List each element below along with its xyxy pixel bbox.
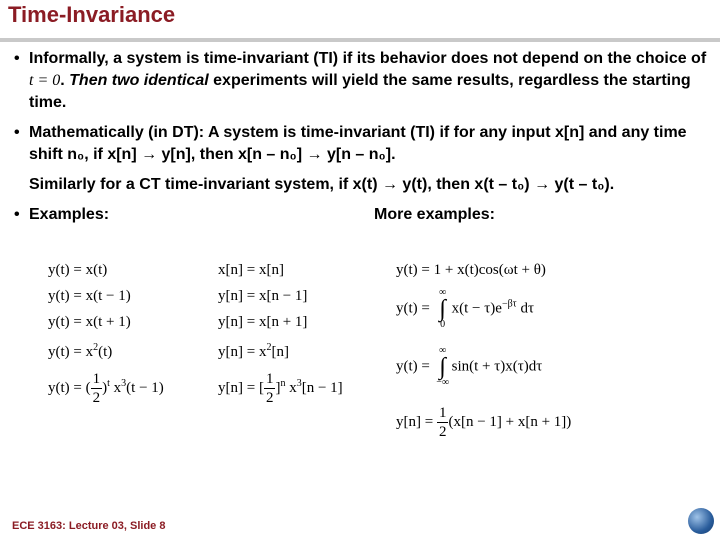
- integral-upper-limit: ∞: [439, 287, 447, 298]
- eq-exponent: 2: [93, 342, 99, 353]
- bullet1-part3: experiments will yield the same results, regardless the starting time.: [29, 72, 691, 111]
- eq-lhs: y(t) = x: [48, 344, 94, 360]
- fraction-numerator: 1: [92, 371, 101, 387]
- examples-header-row: [12, 204, 712, 226]
- eq-bracket: ]: [275, 379, 281, 396]
- eq-lhs: y[n] =: [396, 413, 437, 430]
- example-dt-fraction: [218, 370, 343, 407]
- slide-title: Time-Invariance: [8, 2, 176, 27]
- eq-var: x: [285, 379, 297, 396]
- integral-symbol: ∫: [439, 296, 446, 322]
- bullet-list: [12, 48, 712, 226]
- example-ct-advance: y(t) = x(t + 1): [48, 314, 131, 330]
- eq-tail: dτ: [516, 300, 534, 317]
- integral-sign: [434, 346, 452, 388]
- eq-exponent: −βτ: [501, 298, 517, 310]
- eq-exponent: 3: [121, 377, 127, 389]
- more-example-sin-integral: [396, 346, 542, 388]
- fraction-denominator: 2: [265, 390, 274, 406]
- eq-body: x(t − τ)e: [451, 300, 502, 317]
- bullet1-emphasis: Then two identical: [69, 72, 209, 89]
- example-dt-advance: y[n] = x[n + 1]: [218, 314, 308, 330]
- eq-fraction: [437, 404, 449, 441]
- eq-fraction: [264, 370, 276, 407]
- more-example-average: [396, 404, 571, 441]
- eq-tail: [n − 1]: [301, 379, 343, 396]
- eq-var: x: [109, 379, 122, 396]
- more-example-cos: y(t) = 1 + x(t)cos(ωt + θ): [396, 262, 546, 278]
- eq-lhs: y[n] = [: [218, 379, 264, 396]
- integral-sign: [434, 288, 452, 330]
- example-dt-square: [218, 342, 289, 361]
- bullet1-part1: Informally, a system is time-invariant (TI) if its behavior does not depend on the choice of: [29, 50, 707, 67]
- eq-lhs: y[n] = x: [218, 344, 267, 360]
- example-dt-delay: y[n] = x[n − 1]: [218, 288, 308, 304]
- fraction-denominator: 2: [92, 390, 101, 406]
- bullet-mathematical: [12, 122, 712, 166]
- eq-exponent: n: [280, 377, 286, 389]
- bullet-informal: [12, 48, 712, 114]
- integral-lower-limit: 0: [440, 319, 446, 330]
- eq-fraction: [91, 370, 103, 407]
- fraction-denominator: 2: [438, 424, 447, 440]
- eq-lhs: y(t) = (: [48, 379, 91, 396]
- example-ct-fraction: [48, 370, 164, 407]
- eq-lhs: y(t) =: [396, 358, 434, 375]
- slide-footer: ECE 3163: Lecture 03, Slide 8: [12, 520, 166, 532]
- integral-upper-limit: ∞: [439, 345, 447, 356]
- eq-exponent: t: [107, 377, 110, 389]
- example-ct-square: [48, 342, 112, 361]
- bullet2-text: Mathematically (in DT): A system is time-invariant (TI) if for any input x[n] and any time shift n₀, if x[n] → y[n], then x[n – n₀] → y[n – n₀].: [29, 124, 687, 163]
- examples-label: Examples:: [29, 206, 110, 223]
- example-ct-delay: y(t) = x(t − 1): [48, 288, 131, 304]
- example-dt-identity: x[n] = x[n]: [218, 262, 284, 278]
- example-ct-identity: y(t) = x(t): [48, 262, 108, 278]
- eq-exponent: 3: [296, 377, 302, 389]
- eq-rhs: (t): [98, 344, 113, 360]
- eq-body: (x[n − 1] + x[n + 1]): [448, 413, 572, 430]
- eq-exponent: 2: [266, 342, 272, 353]
- more-example-exp-integral: [396, 288, 534, 330]
- bullet-dot: •: [14, 50, 20, 67]
- globe-logo-icon: [688, 508, 714, 534]
- bullet-dot: •: [14, 206, 20, 223]
- eq-lhs: y(t) =: [396, 300, 434, 317]
- eq-body: sin(t + τ)x(τ)dτ: [451, 358, 543, 375]
- more-examples-label: More examples:: [374, 206, 495, 223]
- eq-rhs: [n]: [271, 344, 289, 360]
- bullet1-t0: t = 0: [29, 72, 61, 89]
- eq-tail: (t − 1): [126, 379, 164, 396]
- ct-definition: Similarly for a CT time-invariant system, if x(t) → y(t), then x(t – t₀) → y(t – t₀).: [29, 176, 615, 193]
- fraction-numerator: 1: [265, 371, 274, 387]
- integral-lower-limit: −∞: [436, 377, 450, 388]
- fraction-numerator: 1: [438, 405, 447, 421]
- title-rule: [0, 38, 720, 42]
- bullet-dot: •: [14, 124, 20, 141]
- integral-symbol: ∫: [439, 354, 446, 380]
- eq-paren: ): [102, 379, 108, 396]
- bullet1-part2: .: [60, 72, 70, 89]
